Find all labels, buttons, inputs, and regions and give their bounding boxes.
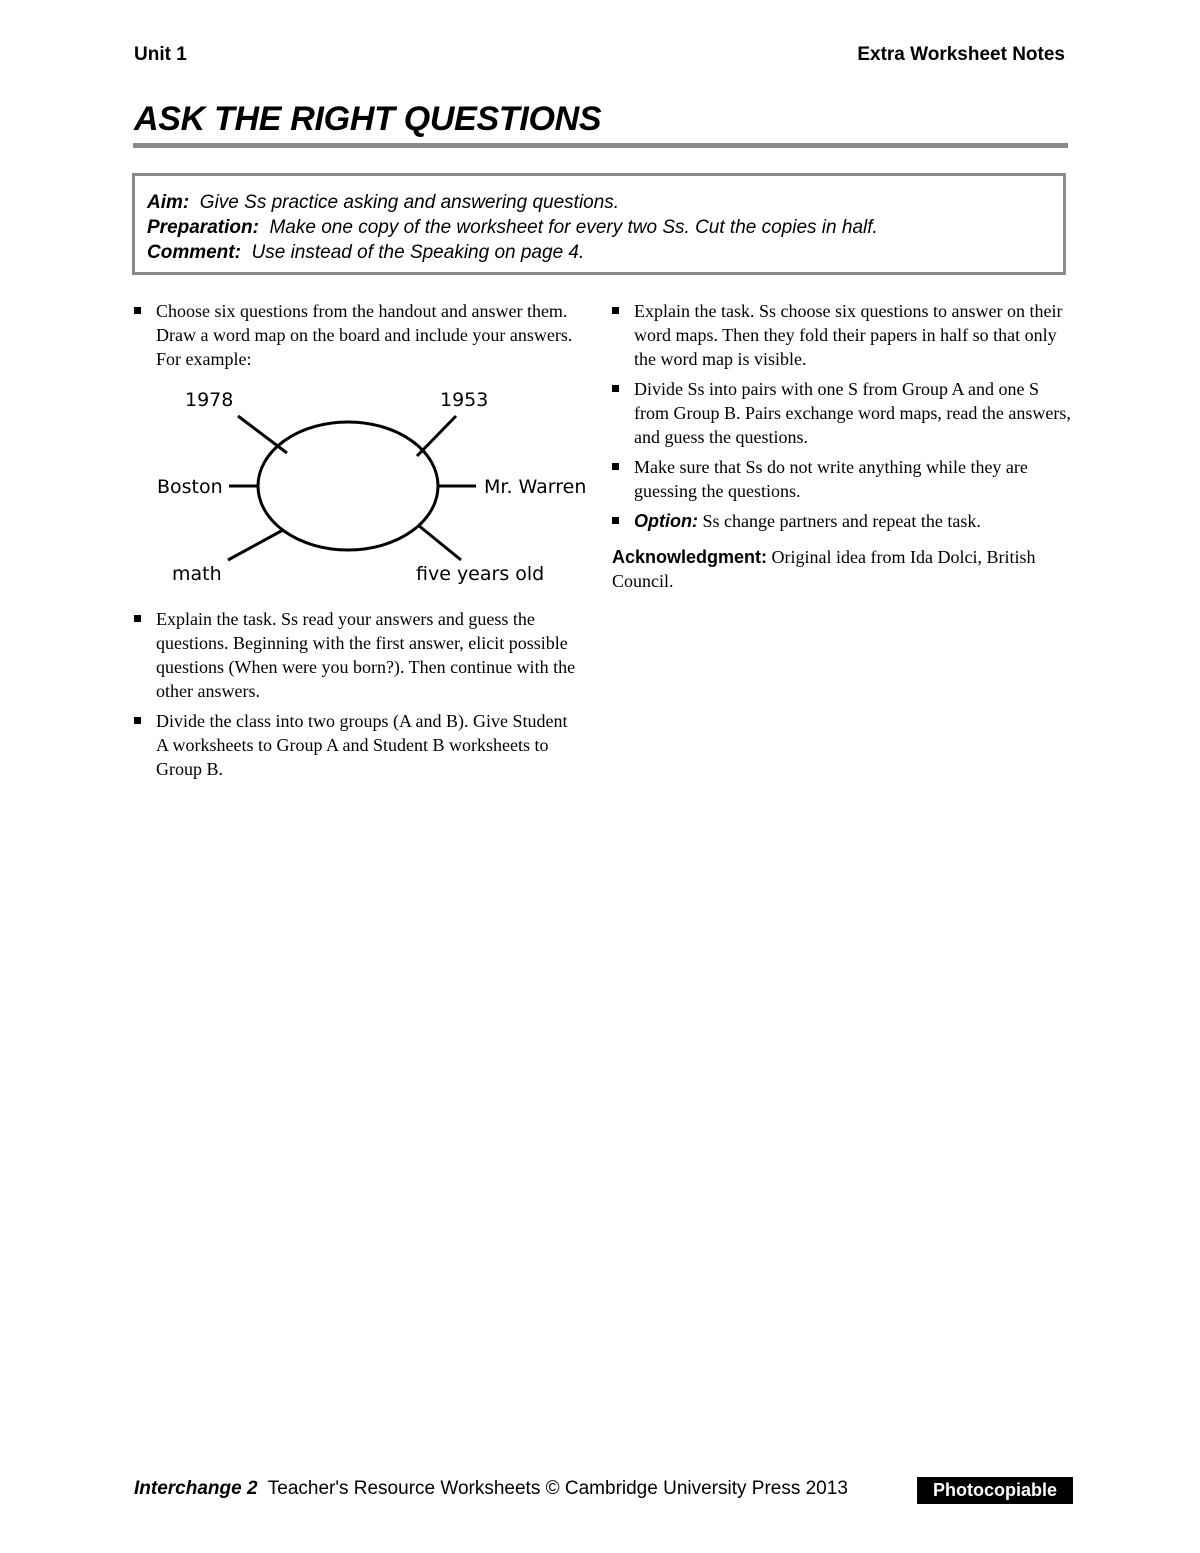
section-label: Extra Worksheet Notes: [857, 44, 1065, 65]
unit-label: Unit 1: [134, 44, 187, 65]
right-column: [612, 299, 1072, 593]
bullet-square-icon: [134, 307, 141, 314]
aim-label: Aim:: [147, 192, 190, 213]
word-map-label-top-right: 1953: [440, 389, 489, 411]
bullet-text: Explain the task. Ss read your answers and guess the questions. Beginning with the first answer, elicit possible questions (When were you born?). Then continue with the other answers.: [156, 609, 576, 701]
footer-copyright: Teacher's Resource Worksheets © Cambridge University Press 2013: [267, 1478, 848, 1499]
bullet-square-icon: [134, 615, 141, 622]
word-map-label-bottom-right: five years old: [416, 563, 545, 585]
preparation-label: Preparation:: [147, 217, 259, 238]
word-map-label-mid-left: Boston: [157, 476, 223, 498]
title-divider: [133, 143, 1068, 148]
option-text: Ss change partners and repeat the task.: [702, 511, 981, 531]
bullet-square-icon: [612, 385, 619, 392]
word-map-ellipse: [258, 422, 438, 550]
aim-line: [147, 190, 1051, 215]
word-map-diagram: [134, 380, 604, 595]
bullet-text: Make sure that Ss do not write anything while they are guessing the questions.: [634, 457, 1028, 501]
bullet-square-icon: [134, 717, 141, 724]
page-title: ASK THE RIGHT QUESTIONS: [134, 100, 602, 138]
preparation-line: [147, 215, 1051, 240]
bullet-square-icon: [612, 307, 619, 314]
aim-text: Give Ss practice asking and answering questions.: [199, 192, 620, 213]
word-map-label-top-left: 1978: [185, 389, 234, 411]
acknowledgment-text: Original idea from Ida Dolci, British Council.: [612, 547, 1036, 591]
spoke-bottom-left: [228, 530, 283, 560]
list-item: [134, 709, 580, 781]
left-column-top: [134, 299, 580, 377]
footer: [134, 1478, 848, 1500]
list-item: [134, 607, 580, 703]
footer-brand: Interchange 2: [134, 1478, 258, 1499]
photocopiable-badge: Photocopiable: [917, 1477, 1073, 1504]
acknowledgment-label: Acknowledgment:: [612, 547, 768, 567]
bullet-square-icon: [612, 517, 619, 524]
comment-label: Comment:: [147, 242, 241, 263]
comment-line: [147, 240, 1051, 265]
spoke-top-left: [238, 416, 287, 453]
word-map-label-bottom-left: math: [172, 563, 222, 585]
info-box: [132, 173, 1066, 275]
list-item: [612, 509, 1072, 533]
comment-text: Use instead of the Speaking on page 4.: [251, 242, 585, 263]
spoke-bottom-right: [418, 525, 461, 560]
bullet-text: Explain the task. Ss choose six questions to answer on their word maps. Then they fold their papers in half so that only the word map is visible.: [634, 301, 1063, 369]
bullet-text: Divide the class into two groups (A and B). Give Student A worksheets to Group A and Student B worksheets to Group B.: [156, 711, 568, 779]
bullet-square-icon: [612, 463, 619, 470]
list-item: [612, 377, 1072, 449]
preparation-text: Make one copy of the worksheet for every two Ss. Cut the copies in half.: [269, 217, 878, 238]
bullet-text: Choose six questions from the handout and answer them. Draw a word map on the board and include your answers. For example:: [156, 301, 573, 369]
spoke-top-right: [417, 416, 456, 456]
list-item: [612, 455, 1072, 503]
bullet-text: Divide Ss into pairs with one S from Group A and one S from Group B. Pairs exchange word maps, read the answers, and guess the questions.: [634, 379, 1071, 447]
acknowledgment: [612, 545, 1072, 593]
option-label: Option:: [634, 511, 698, 531]
list-item: [612, 299, 1072, 371]
word-map-label-mid-right: Mr. Warren: [484, 476, 587, 498]
left-column-bottom: [134, 607, 580, 787]
list-item: [134, 299, 580, 371]
